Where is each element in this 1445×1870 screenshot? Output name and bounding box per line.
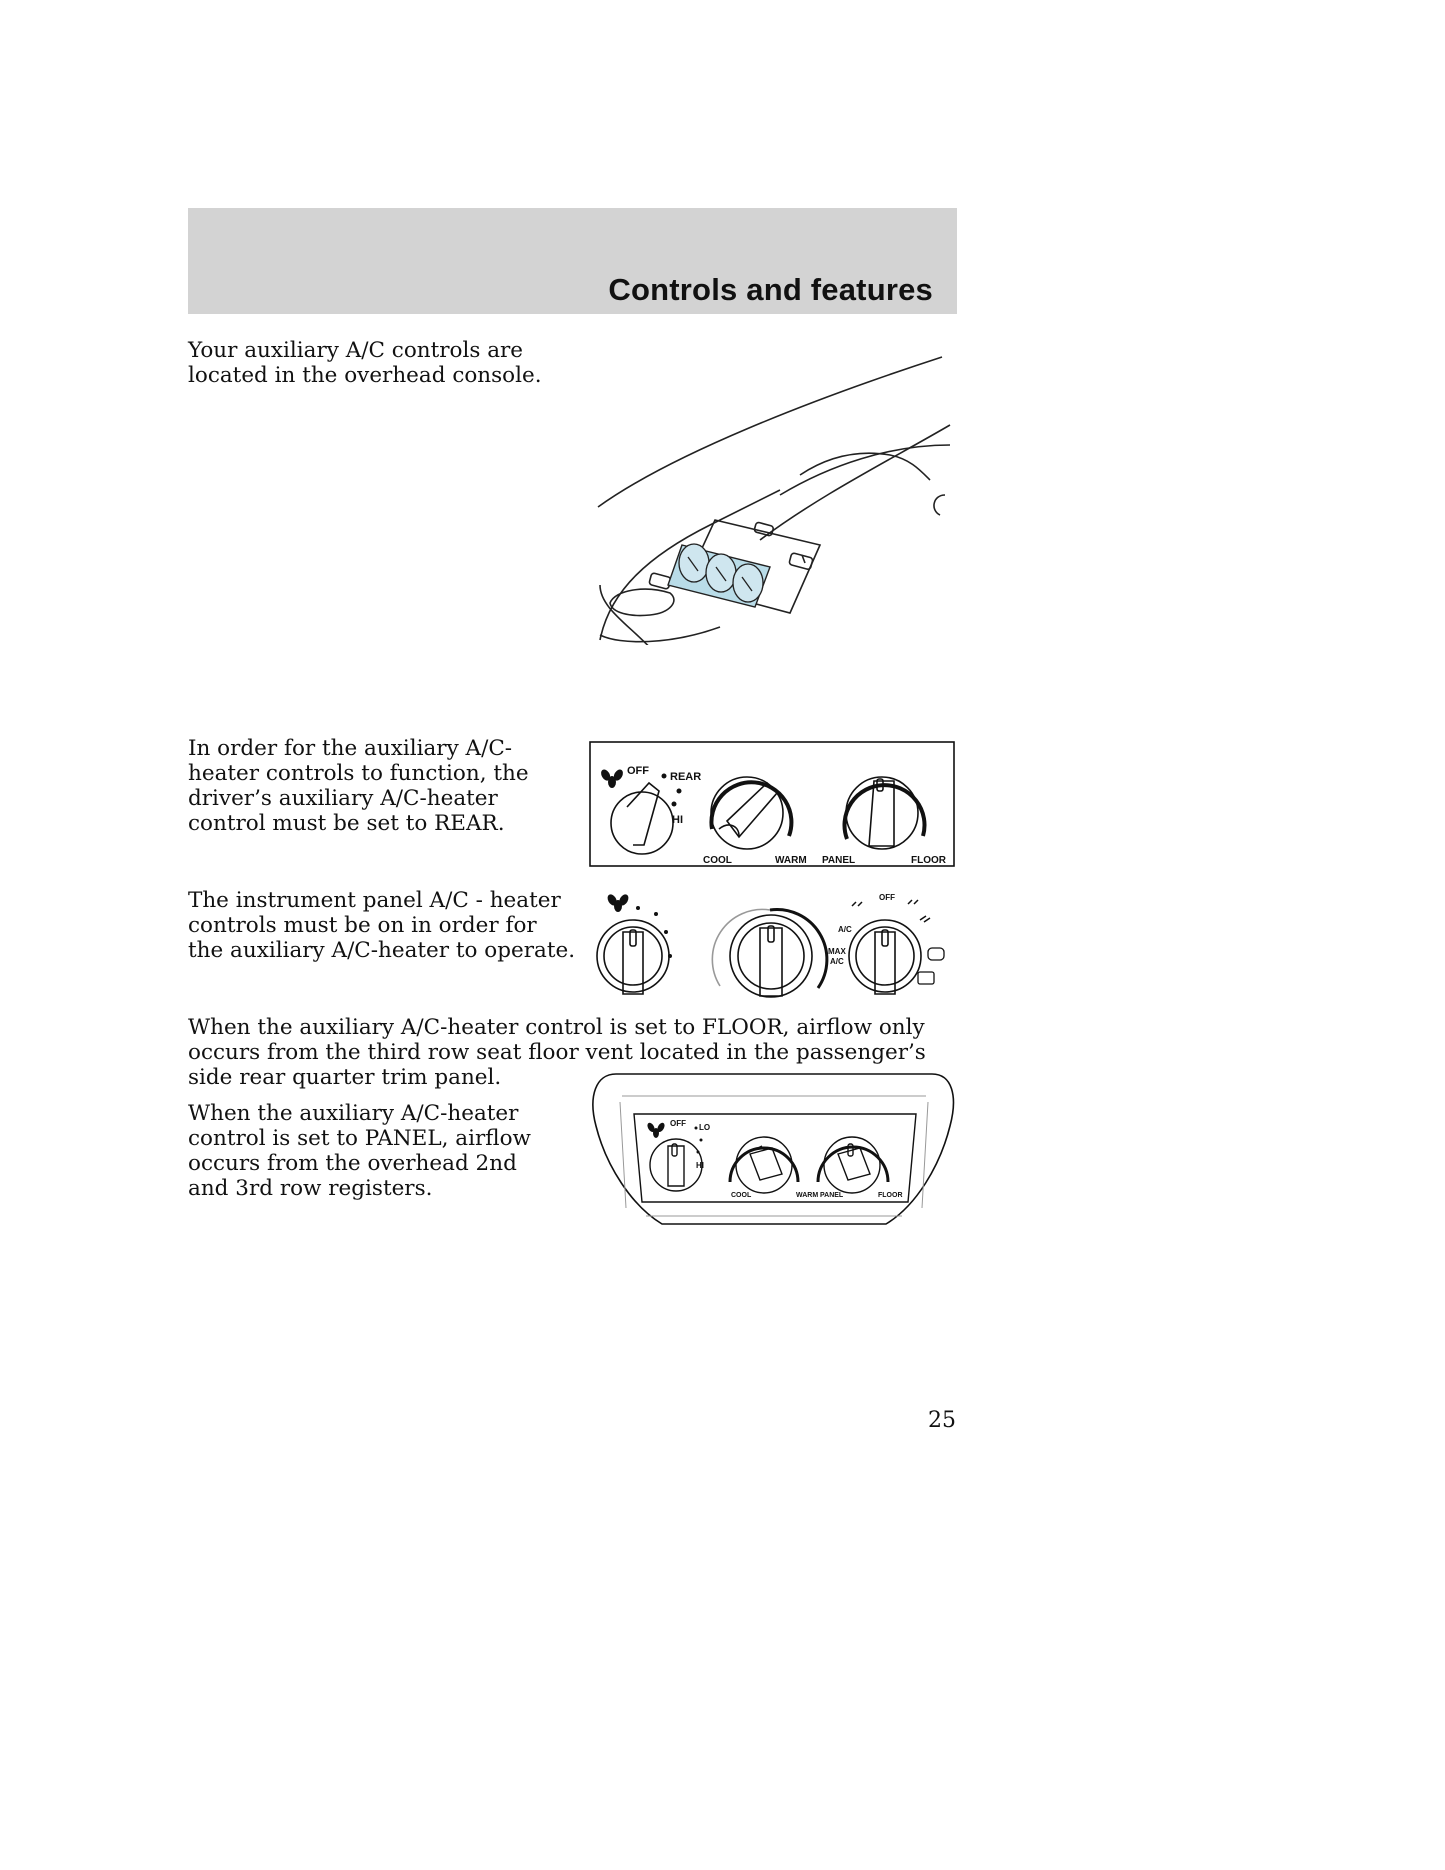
paragraph-overhead-console: Your auxiliary A/C controls are located in the overhead console. — [188, 338, 542, 388]
label-warm: WARM — [775, 855, 807, 866]
driver-aux-control-illustration — [589, 741, 955, 867]
defrost-icon — [918, 948, 944, 984]
overhead-console-illustration — [590, 345, 960, 645]
label-ac: A/C — [838, 925, 852, 934]
label-off: OFF — [627, 765, 649, 777]
label-panel: PANEL — [820, 1192, 844, 1199]
label-warm: WARM — [796, 1192, 819, 1199]
page-number: 25 — [928, 1408, 956, 1433]
label-floor: FLOOR — [911, 855, 946, 866]
blower-knob — [597, 920, 669, 994]
label-lo: LO — [699, 1123, 711, 1132]
label-off: OFF — [670, 1119, 686, 1128]
fan-icon — [606, 893, 631, 912]
overhead-aux-control-illustration — [586, 1066, 962, 1236]
paragraph-panel-setting: When the auxiliary A/C-heater control is set to PANEL, airflow occurs from the overhead 2nd and 3rd row registers. — [188, 1101, 531, 1201]
paragraph-floor-setting: When the auxiliary A/C-heater control is set to FLOOR, airflow only occurs from the third row seat floor vent located in the passenger’s side rear quarter trim panel. — [188, 1015, 926, 1090]
instrument-panel-controls-illustration — [590, 890, 970, 1002]
temperature-knob — [712, 909, 827, 997]
label-rear: REAR — [670, 771, 702, 783]
label-off: OFF — [879, 893, 895, 902]
mode-knob — [849, 920, 921, 994]
section-title: Controls and features — [608, 272, 933, 307]
paragraph-instrument-panel: The instrument panel A/C - heater controls must be on in order for the auxiliary A/C-heater to operate. — [188, 888, 576, 963]
label-hi: HI — [672, 814, 683, 826]
label-hi: HI — [696, 1161, 704, 1170]
vent-icons — [852, 900, 930, 922]
label-max: MAX — [828, 947, 846, 956]
label-cool: COOL — [731, 1192, 752, 1199]
label-max-ac: A/C — [830, 957, 844, 966]
paragraph-driver-rear-setting: In order for the auxiliary A/C-heater controls to function, the driver’s auxiliary A/C-heater control must be set to REAR. — [188, 736, 529, 836]
section-header-band — [188, 208, 957, 314]
label-cool: COOL — [703, 855, 732, 866]
label-panel: PANEL — [822, 855, 856, 866]
label-floor: FLOOR — [878, 1192, 903, 1199]
overhead-control-panel-highlight — [668, 544, 770, 607]
